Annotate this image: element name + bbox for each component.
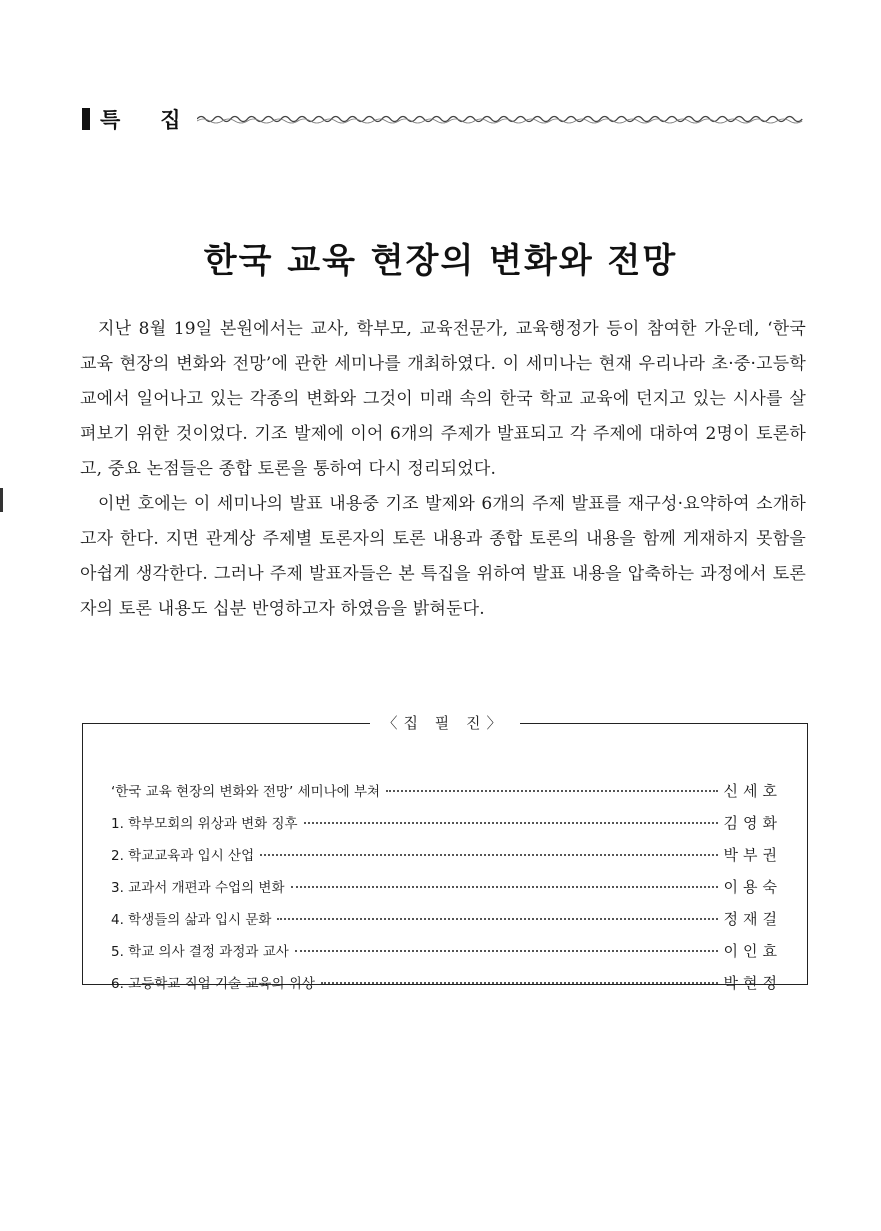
contributors-box — [82, 714, 808, 992]
section-label-second: 집 — [160, 108, 183, 132]
toc-leader-dots — [304, 822, 718, 824]
toc-leader-dots — [277, 918, 717, 920]
toc-entry — [111, 812, 782, 844]
toc-entry — [111, 844, 782, 876]
section-label — [100, 104, 183, 134]
intro-paragraph-2: 이번 호에는 이 세미나의 발표 내용중 기조 발제와 6개의 주제 발표를 재구성·요약하여 소개하고자 한다. 지면 관계상 주제별 토론자의 토론 내용과 종합 토론의 내용을 함께 게재하지 못함을 아쉽게 생각한다. 그러나 주제 발표자들은 본 특집을 위하여 발표 내용을 압축하는 과정에서 토론자의 토론 내용도 십분 반영하고자 하였음을 밝혀둔다. — [80, 494, 806, 619]
toc-entry-title: 3. 교과서 개편과 수업의 변화 — [111, 880, 285, 896]
toc-leader-dots — [321, 982, 718, 984]
toc-entry-author: 박현정 — [723, 974, 782, 992]
toc-entry-title: 5. 학교 의사 결정 과정과 교사 — [111, 944, 289, 960]
toc-leader-dots — [295, 950, 718, 952]
toc-entry-author: 정재걸 — [723, 910, 782, 928]
intro-paragraph-1: 지난 8월 19일 본원에서는 교사, 학부모, 교육전문가, 교육행정가 등이 참여한 가운데, ‘한국 교육 현장의 변화와 전망’에 관한 세미나를 개최하였다. 이 세미나는 현재 우리나라 초·중·고등학교에서 일어나고 있는 각종의 변화와 그것이 미래 속의 한국 학교 교육에 던지고 있는 시사를 살펴보기 위한 것이었다. 기조 발제에 이어 6개의 주제가 발표되고 각 주제에 대하여 2명이 토론하고, 중요 논점들은 종합 토론을 통하여 다시 정리되었다. — [80, 319, 806, 479]
toc-entry-author: 신세호 — [723, 782, 782, 800]
decorative-wave-rule — [197, 112, 806, 126]
toc-entry-author: 이인효 — [723, 942, 782, 960]
toc-entry-title: 1. 학부모회의 위상과 변화 징후 — [111, 816, 298, 832]
toc-entry-author: 김영화 — [723, 814, 782, 832]
toc-entry-title: 6. 고등학교 직업 기술 교육의 위상 — [111, 976, 315, 992]
section-header — [76, 104, 806, 134]
toc-entry-author: 이용숙 — [723, 878, 782, 896]
contributors-heading — [83, 712, 807, 733]
toc-entry — [111, 972, 782, 1004]
toc-entry — [111, 780, 782, 812]
article-intro — [80, 312, 806, 627]
toc-entry — [111, 908, 782, 940]
toc-leader-dots — [291, 886, 718, 888]
toc-entry-title: 4. 학생들의 삶과 입시 문화 — [111, 912, 272, 928]
contributors-list — [111, 780, 782, 1004]
toc-leader-dots — [260, 854, 717, 856]
article-title: 한국 교육 현장의 변화와 전망 — [203, 240, 678, 281]
contributors-heading-text: 〈집 필 진〉 — [370, 714, 519, 732]
toc-entry-title: ‘한국 교육 현장의 변화와 전망’ 세미나에 부쳐 — [111, 784, 381, 800]
section-label-first: 특 — [100, 108, 123, 132]
header-bar-mark — [82, 108, 90, 130]
toc-entry — [111, 876, 782, 908]
toc-leader-dots — [386, 790, 717, 792]
margin-mark — [0, 488, 3, 512]
toc-entry-title: 2. 학교교육과 입시 산업 — [111, 848, 255, 864]
toc-entry-author: 박부권 — [723, 846, 782, 864]
toc-entry — [111, 940, 782, 972]
